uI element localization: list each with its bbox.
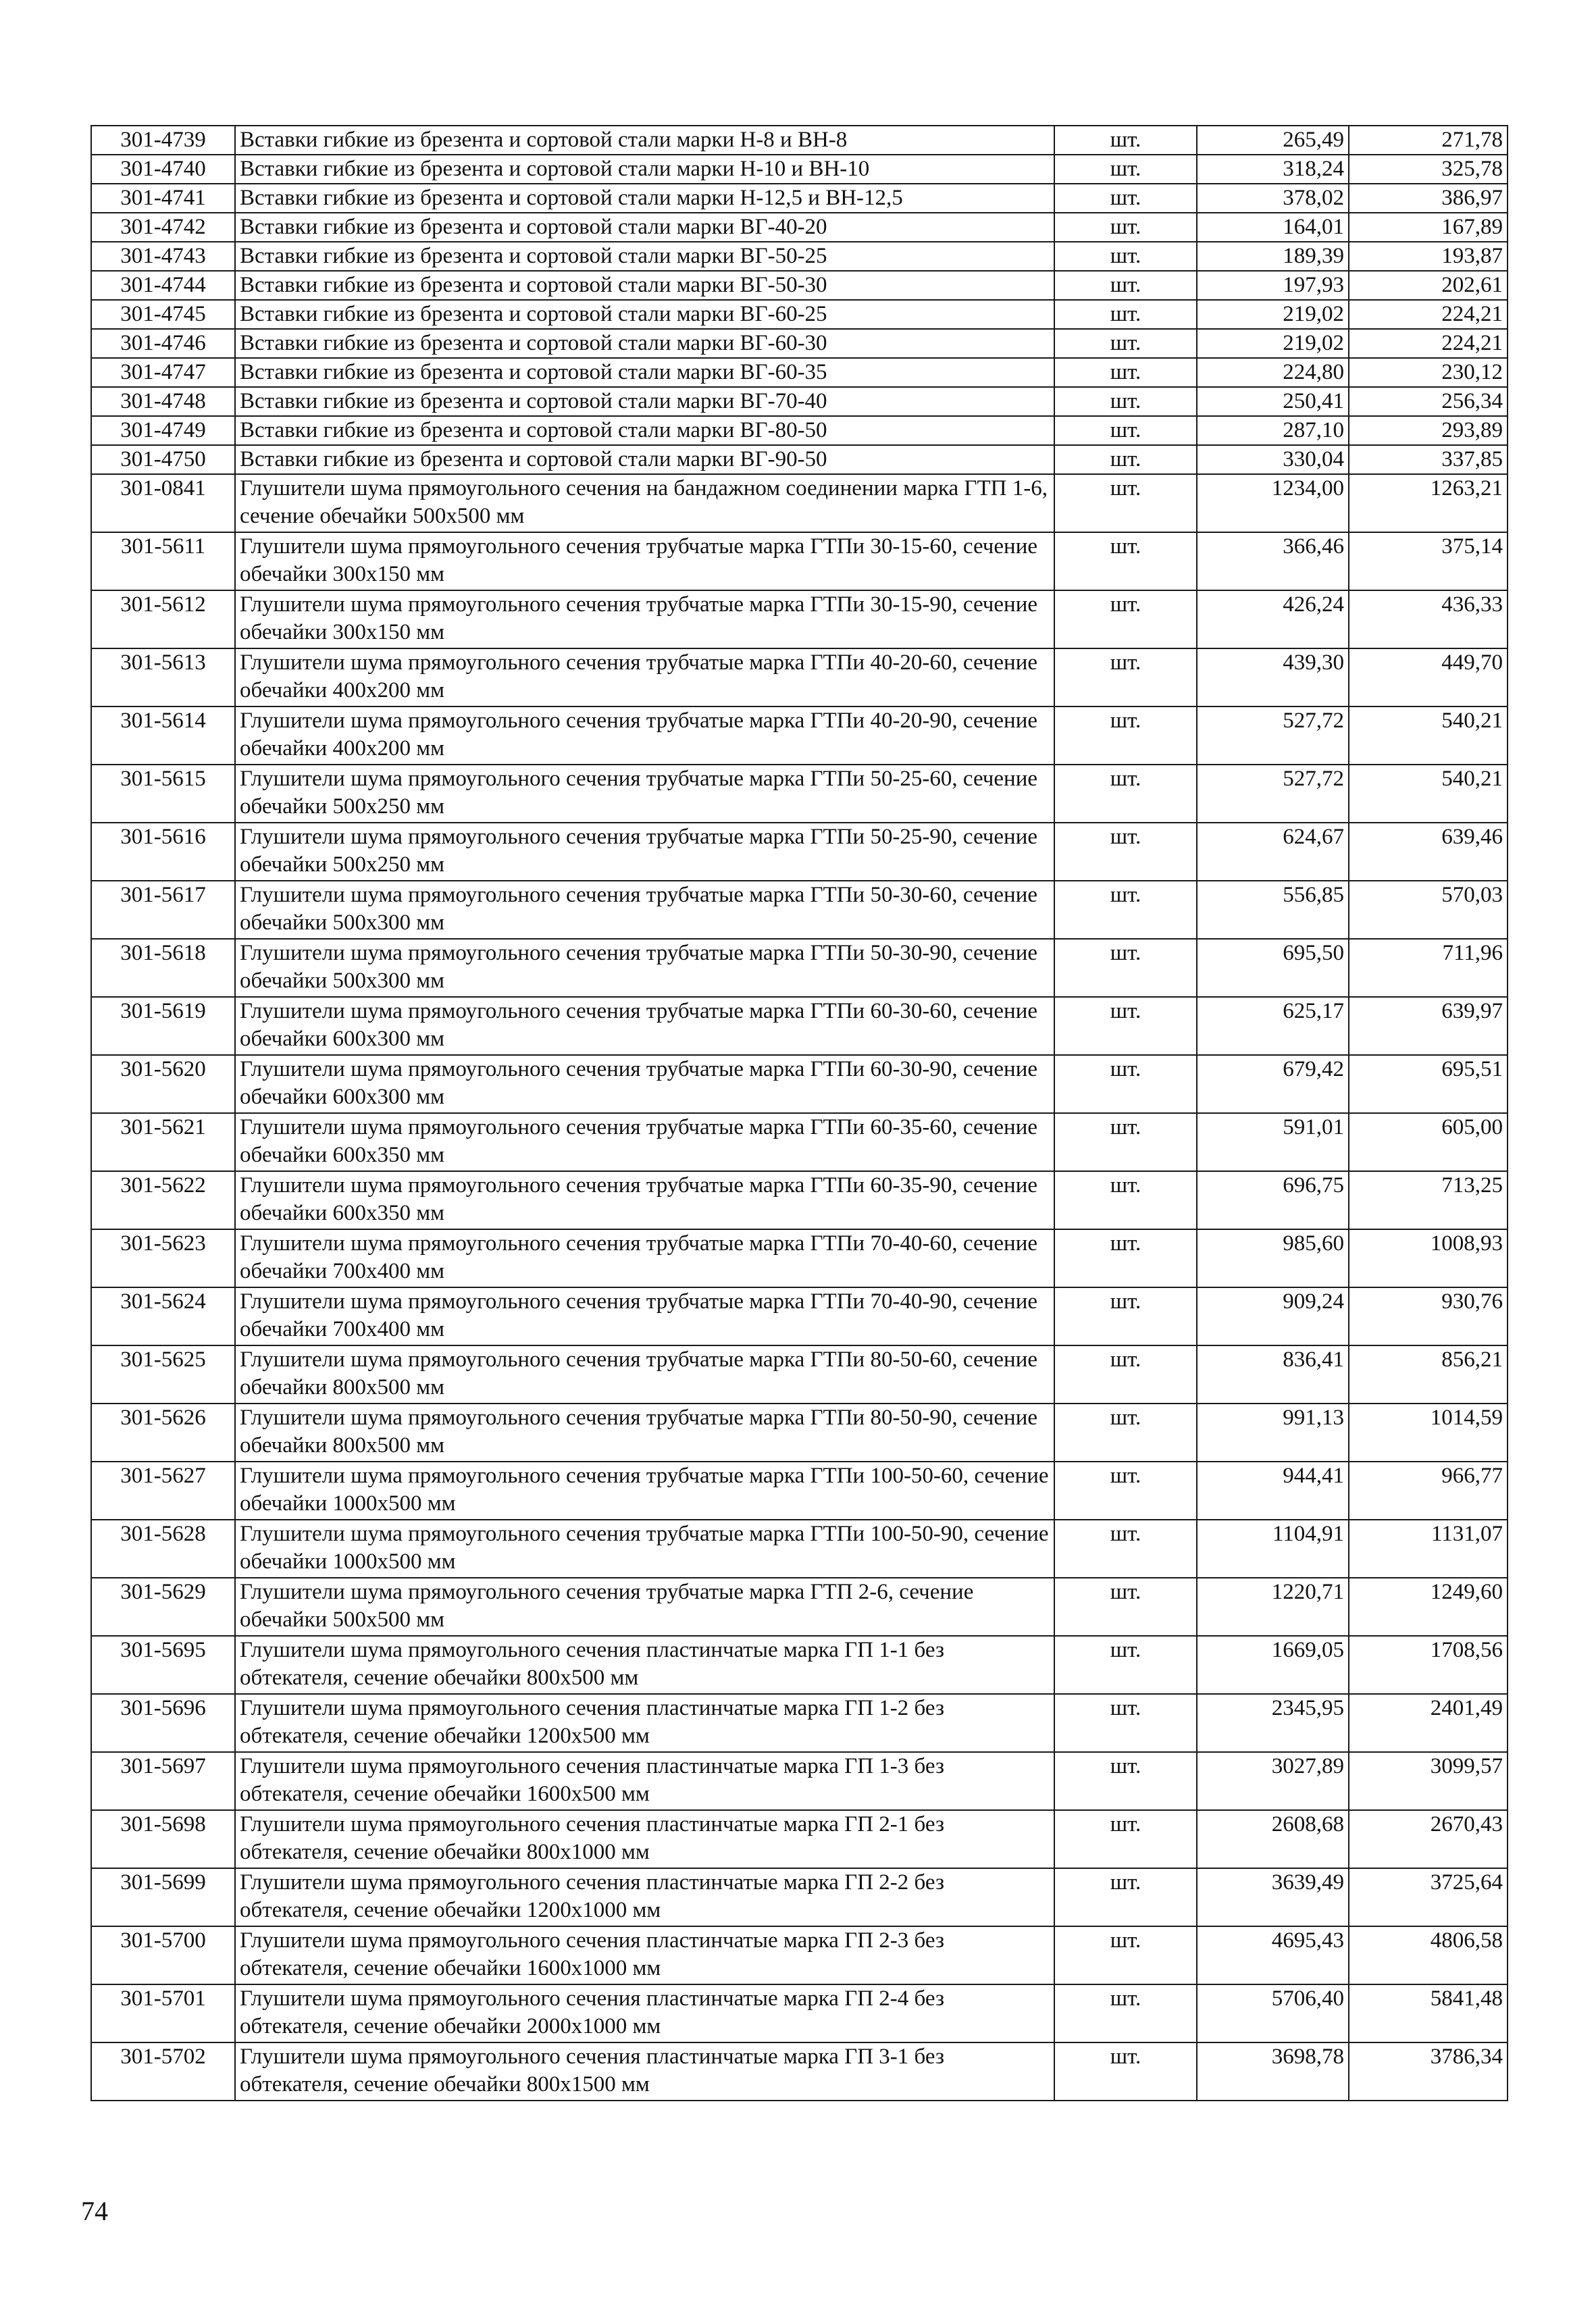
item-code: 301-4740 bbox=[91, 155, 235, 184]
table-row bbox=[91, 1520, 1508, 1578]
item-name: Вставки гибкие из брезента и сортовой стали марки ВГ-70-40 bbox=[235, 387, 1054, 416]
item-name: Глушители шума прямоугольного сечения пластинчатые марка ГП 3-1 без обтекателя, сечение обечайки 800х1500 мм bbox=[235, 2042, 1054, 2101]
item-price-1: 265,49 bbox=[1197, 126, 1349, 155]
item-price-2: 695,51 bbox=[1349, 1055, 1508, 1113]
item-price-1: 197,93 bbox=[1197, 271, 1349, 300]
item-unit: шт. bbox=[1054, 1520, 1197, 1578]
item-price-1: 219,02 bbox=[1197, 300, 1349, 329]
table-row bbox=[91, 445, 1508, 474]
item-unit: шт. bbox=[1054, 1868, 1197, 1926]
item-unit: шт. bbox=[1054, 416, 1197, 445]
item-unit: шт. bbox=[1054, 648, 1197, 706]
item-name: Глушители шума прямоугольного сечения трубчатые марка ГТПи 60-30-60, сечение обечайки 600х300 мм bbox=[235, 997, 1054, 1055]
item-price-1: 3027,89 bbox=[1197, 1752, 1349, 1810]
item-code: 301-5702 bbox=[91, 2042, 235, 2101]
item-unit: шт. bbox=[1054, 213, 1197, 242]
item-name: Вставки гибкие из брезента и сортовой стали марки ВГ-60-30 bbox=[235, 329, 1054, 358]
item-unit: шт. bbox=[1054, 1694, 1197, 1752]
item-name: Глушители шума прямоугольного сечения трубчатые марка ГТПи 40-20-60, сечение обечайки 400х200 мм bbox=[235, 648, 1054, 706]
item-price-1: 1104,91 bbox=[1197, 1520, 1349, 1578]
item-price-2: 202,61 bbox=[1349, 271, 1508, 300]
table-row bbox=[91, 823, 1508, 881]
item-name: Глушители шума прямоугольного сечения пластинчатые марка ГП 2-2 без обтекателя, сечение обечайки 1200х1000 мм bbox=[235, 1868, 1054, 1926]
table-row bbox=[91, 1171, 1508, 1229]
item-unit: шт. bbox=[1054, 1113, 1197, 1171]
item-code: 301-4749 bbox=[91, 416, 235, 445]
item-name: Глушители шума прямоугольного сечения трубчатые марка ГТП 2-6, сечение обечайки 500х500 мм bbox=[235, 1578, 1054, 1636]
item-price-2: 1708,56 bbox=[1349, 1636, 1508, 1694]
table-row bbox=[91, 300, 1508, 329]
table-row bbox=[91, 271, 1508, 300]
item-code: 301-5697 bbox=[91, 1752, 235, 1810]
table-row bbox=[91, 1868, 1508, 1926]
item-name: Вставки гибкие из брезента и сортовой стали марки ВГ-50-30 bbox=[235, 271, 1054, 300]
item-price-2: 4806,58 bbox=[1349, 1926, 1508, 1984]
item-price-1: 527,72 bbox=[1197, 765, 1349, 823]
table-row bbox=[91, 1229, 1508, 1287]
item-price-1: 366,46 bbox=[1197, 532, 1349, 590]
item-name: Вставки гибкие из брезента и сортовой стали марки Н-10 и ВН-10 bbox=[235, 155, 1054, 184]
table-row bbox=[91, 706, 1508, 765]
table-row bbox=[91, 1984, 1508, 2042]
item-name: Глушители шума прямоугольного сечения трубчатые марка ГТПи 50-25-90, сечение обечайки 500х250 мм bbox=[235, 823, 1054, 881]
table-row bbox=[91, 939, 1508, 997]
item-unit: шт. bbox=[1054, 2042, 1197, 2101]
item-price-2: 271,78 bbox=[1349, 126, 1508, 155]
item-name: Глушители шума прямоугольного сечения трубчатые марка ГТПи 80-50-90, сечение обечайки 800х500 мм bbox=[235, 1404, 1054, 1462]
item-name: Глушители шума прямоугольного сечения трубчатые марка ГТПи 60-35-90, сечение обечайки 600х350 мм bbox=[235, 1171, 1054, 1229]
item-price-2: 3099,57 bbox=[1349, 1752, 1508, 1810]
table-row bbox=[91, 329, 1508, 358]
item-unit: шт. bbox=[1054, 1984, 1197, 2042]
item-code: 301-5613 bbox=[91, 648, 235, 706]
item-name: Глушители шума прямоугольного сечения пластинчатые марка ГП 2-4 без обтекателя, сечение обечайки 2000х1000 мм bbox=[235, 1984, 1054, 2042]
item-price-2: 930,76 bbox=[1349, 1287, 1508, 1345]
item-price-1: 250,41 bbox=[1197, 387, 1349, 416]
table-row bbox=[91, 1752, 1508, 1810]
item-price-2: 639,46 bbox=[1349, 823, 1508, 881]
item-price-1: 189,39 bbox=[1197, 242, 1349, 271]
item-name: Глушители шума прямоугольного сечения трубчатые марка ГТПи 70-40-90, сечение обечайки 700х400 мм bbox=[235, 1287, 1054, 1345]
item-code: 301-5620 bbox=[91, 1055, 235, 1113]
table-row bbox=[91, 648, 1508, 706]
item-price-1: 556,85 bbox=[1197, 881, 1349, 939]
item-name: Глушители шума прямоугольного сечения трубчатые марка ГТПи 30-15-90, сечение обечайки 300х150 мм bbox=[235, 590, 1054, 648]
item-price-2: 1008,93 bbox=[1349, 1229, 1508, 1287]
item-name: Глушители шума прямоугольного сечения трубчатые марка ГТПи 50-30-90, сечение обечайки 500х300 мм bbox=[235, 939, 1054, 997]
item-name: Глушители шума прямоугольного сечения пластинчатые марка ГП 1-2 без обтекателя, сечение обечайки 1200х500 мм bbox=[235, 1694, 1054, 1752]
table-row bbox=[91, 997, 1508, 1055]
item-name: Вставки гибкие из брезента и сортовой стали марки ВГ-60-35 bbox=[235, 358, 1054, 387]
item-price-1: 591,01 bbox=[1197, 1113, 1349, 1171]
item-unit: шт. bbox=[1054, 1926, 1197, 1984]
item-price-2: 1249,60 bbox=[1349, 1578, 1508, 1636]
item-unit: шт. bbox=[1054, 242, 1197, 271]
item-code: 301-5615 bbox=[91, 765, 235, 823]
item-price-1: 4695,43 bbox=[1197, 1926, 1349, 1984]
item-price-1: 378,02 bbox=[1197, 184, 1349, 213]
item-price-1: 1220,71 bbox=[1197, 1578, 1349, 1636]
item-code: 301-4745 bbox=[91, 300, 235, 329]
item-name: Глушители шума прямоугольного сечения пластинчатые марка ГП 1-3 без обтекателя, сечение обечайки 1600х500 мм bbox=[235, 1752, 1054, 1810]
item-unit: шт. bbox=[1054, 532, 1197, 590]
price-rows bbox=[91, 126, 1508, 2101]
item-price-2: 193,87 bbox=[1349, 242, 1508, 271]
item-code: 301-5611 bbox=[91, 532, 235, 590]
item-unit: шт. bbox=[1054, 358, 1197, 387]
item-code: 301-5617 bbox=[91, 881, 235, 939]
table-row bbox=[91, 1345, 1508, 1404]
item-code: 301-5619 bbox=[91, 997, 235, 1055]
item-price-1: 679,42 bbox=[1197, 1055, 1349, 1113]
table-row bbox=[91, 184, 1508, 213]
table-row bbox=[91, 1636, 1508, 1694]
item-unit: шт. bbox=[1054, 1404, 1197, 1462]
item-code: 301-4739 bbox=[91, 126, 235, 155]
item-unit: шт. bbox=[1054, 1229, 1197, 1287]
item-price-2: 639,97 bbox=[1349, 997, 1508, 1055]
item-code: 301-5700 bbox=[91, 1926, 235, 1984]
table-row bbox=[91, 1404, 1508, 1462]
table-row bbox=[91, 155, 1508, 184]
item-unit: шт. bbox=[1054, 155, 1197, 184]
item-price-2: 540,21 bbox=[1349, 706, 1508, 765]
item-price-1: 696,75 bbox=[1197, 1171, 1349, 1229]
item-code: 301-5628 bbox=[91, 1520, 235, 1578]
item-price-1: 3639,49 bbox=[1197, 1868, 1349, 1926]
item-unit: шт. bbox=[1054, 881, 1197, 939]
item-price-1: 944,41 bbox=[1197, 1462, 1349, 1520]
item-name: Глушители шума прямоугольного сечения трубчатые марка ГТПи 60-35-60, сечение обечайки 600х350 мм bbox=[235, 1113, 1054, 1171]
item-code: 301-5614 bbox=[91, 706, 235, 765]
item-unit: шт. bbox=[1054, 445, 1197, 474]
item-code: 301-5616 bbox=[91, 823, 235, 881]
item-price-1: 991,13 bbox=[1197, 1404, 1349, 1462]
item-code: 301-5627 bbox=[91, 1462, 235, 1520]
item-price-1: 909,24 bbox=[1197, 1287, 1349, 1345]
item-unit: шт. bbox=[1054, 1462, 1197, 1520]
item-code: 301-5612 bbox=[91, 590, 235, 648]
table-row bbox=[91, 416, 1508, 445]
table-row bbox=[91, 1462, 1508, 1520]
table-row bbox=[91, 213, 1508, 242]
item-code: 301-4747 bbox=[91, 358, 235, 387]
item-code: 301-5624 bbox=[91, 1287, 235, 1345]
item-price-1: 2345,95 bbox=[1197, 1694, 1349, 1752]
item-unit: шт. bbox=[1054, 329, 1197, 358]
item-unit: шт. bbox=[1054, 765, 1197, 823]
item-unit: шт. bbox=[1054, 1055, 1197, 1113]
item-name: Глушители шума прямоугольного сечения трубчатые марка ГТПи 100-50-60, сечение обечайки 1000х500 мм bbox=[235, 1462, 1054, 1520]
item-unit: шт. bbox=[1054, 1578, 1197, 1636]
item-code: 301-5622 bbox=[91, 1171, 235, 1229]
item-name: Глушители шума прямоугольного сечения трубчатые марка ГТПи 40-20-90, сечение обечайки 400х200 мм bbox=[235, 706, 1054, 765]
table-row bbox=[91, 590, 1508, 648]
item-code: 301-5625 bbox=[91, 1345, 235, 1404]
item-price-1: 287,10 bbox=[1197, 416, 1349, 445]
item-price-2: 337,85 bbox=[1349, 445, 1508, 474]
item-code: 301-0841 bbox=[91, 474, 235, 532]
item-price-1: 985,60 bbox=[1197, 1229, 1349, 1287]
item-price-2: 1014,59 bbox=[1349, 1404, 1508, 1462]
item-name: Глушители шума прямоугольного сечения пластинчатые марка ГП 2-3 без обтекателя, сечение обечайки 1600х1000 мм bbox=[235, 1926, 1054, 1984]
item-code: 301-4742 bbox=[91, 213, 235, 242]
item-price-2: 230,12 bbox=[1349, 358, 1508, 387]
item-name: Вставки гибкие из брезента и сортовой стали марки ВГ-60-25 bbox=[235, 300, 1054, 329]
item-price-2: 224,21 bbox=[1349, 329, 1508, 358]
item-price-2: 570,03 bbox=[1349, 881, 1508, 939]
item-unit: шт. bbox=[1054, 126, 1197, 155]
item-price-2: 325,78 bbox=[1349, 155, 1508, 184]
item-code: 301-5623 bbox=[91, 1229, 235, 1287]
item-price-2: 293,89 bbox=[1349, 416, 1508, 445]
item-price-2: 375,14 bbox=[1349, 532, 1508, 590]
item-price-1: 2608,68 bbox=[1197, 1810, 1349, 1868]
item-name: Вставки гибкие из брезента и сортовой стали марки ВГ-90-50 bbox=[235, 445, 1054, 474]
table-row bbox=[91, 1113, 1508, 1171]
table-row bbox=[91, 1287, 1508, 1345]
table-row bbox=[91, 532, 1508, 590]
item-unit: шт. bbox=[1054, 823, 1197, 881]
item-price-2: 2670,43 bbox=[1349, 1810, 1508, 1868]
item-unit: шт. bbox=[1054, 997, 1197, 1055]
item-unit: шт. bbox=[1054, 1171, 1197, 1229]
item-name: Глушители шума прямоугольного сечения пластинчатые марка ГП 1-1 без обтекателя, сечение обечайки 800х500 мм bbox=[235, 1636, 1054, 1694]
item-price-1: 836,41 bbox=[1197, 1345, 1349, 1404]
item-name: Глушители шума прямоугольного сечения трубчатые марка ГТПи 50-25-60, сечение обечайки 500х250 мм bbox=[235, 765, 1054, 823]
item-name: Глушители шума прямоугольного сечения трубчатые марка ГТПи 70-40-60, сечение обечайки 700х400 мм bbox=[235, 1229, 1054, 1287]
item-name: Глушители шума прямоугольного сечения трубчатые марка ГТПи 30-15-60, сечение обечайки 300х150 мм bbox=[235, 532, 1054, 590]
item-name: Глушители шума прямоугольного сечения трубчатые марка ГТПи 100-50-90, сечение обечайки 1000х500 мм bbox=[235, 1520, 1054, 1578]
item-price-1: 624,67 bbox=[1197, 823, 1349, 881]
item-price-1: 695,50 bbox=[1197, 939, 1349, 997]
table-row bbox=[91, 126, 1508, 155]
item-code: 301-5696 bbox=[91, 1694, 235, 1752]
item-price-2: 256,34 bbox=[1349, 387, 1508, 416]
item-price-2: 436,33 bbox=[1349, 590, 1508, 648]
item-unit: шт. bbox=[1054, 387, 1197, 416]
item-price-2: 3786,34 bbox=[1349, 2042, 1508, 2101]
item-price-1: 3698,78 bbox=[1197, 2042, 1349, 2101]
item-code: 301-4746 bbox=[91, 329, 235, 358]
table-row bbox=[91, 1810, 1508, 1868]
item-price-1: 5706,40 bbox=[1197, 1984, 1349, 2042]
item-unit: шт. bbox=[1054, 1345, 1197, 1404]
item-price-1: 318,24 bbox=[1197, 155, 1349, 184]
table-row bbox=[91, 242, 1508, 271]
table-row bbox=[91, 881, 1508, 939]
item-code: 301-4743 bbox=[91, 242, 235, 271]
item-price-2: 1263,21 bbox=[1349, 474, 1508, 532]
item-name: Глушители шума прямоугольного сечения на бандажном соединении марка ГТП 1-6, сечение обечайки 500х500 мм bbox=[235, 474, 1054, 532]
item-unit: шт. bbox=[1054, 939, 1197, 997]
item-code: 301-4750 bbox=[91, 445, 235, 474]
item-unit: шт. bbox=[1054, 590, 1197, 648]
item-unit: шт. bbox=[1054, 1287, 1197, 1345]
item-price-2: 711,96 bbox=[1349, 939, 1508, 997]
item-price-2: 2401,49 bbox=[1349, 1694, 1508, 1752]
item-name: Глушители шума прямоугольного сечения трубчатые марка ГТПи 50-30-60, сечение обечайки 500х300 мм bbox=[235, 881, 1054, 939]
item-price-2: 966,77 bbox=[1349, 1462, 1508, 1520]
item-price-2: 386,97 bbox=[1349, 184, 1508, 213]
item-price-1: 625,17 bbox=[1197, 997, 1349, 1055]
item-name: Вставки гибкие из брезента и сортовой стали марки Н-8 и ВН-8 bbox=[235, 126, 1054, 155]
item-code: 301-5629 bbox=[91, 1578, 235, 1636]
table-row bbox=[91, 2042, 1508, 2101]
item-price-1: 219,02 bbox=[1197, 329, 1349, 358]
item-code: 301-5701 bbox=[91, 1984, 235, 2042]
item-unit: шт. bbox=[1054, 474, 1197, 532]
item-price-2: 449,70 bbox=[1349, 648, 1508, 706]
item-unit: шт. bbox=[1054, 1636, 1197, 1694]
item-code: 301-4741 bbox=[91, 184, 235, 213]
item-name: Вставки гибкие из брезента и сортовой стали марки ВГ-50-25 bbox=[235, 242, 1054, 271]
table-row bbox=[91, 474, 1508, 532]
item-price-1: 527,72 bbox=[1197, 706, 1349, 765]
item-price-1: 439,30 bbox=[1197, 648, 1349, 706]
page-number: 74 bbox=[81, 2196, 108, 2226]
item-price-1: 164,01 bbox=[1197, 213, 1349, 242]
item-price-2: 540,21 bbox=[1349, 765, 1508, 823]
item-name: Глушители шума прямоугольного сечения трубчатые марка ГТПи 60-30-90, сечение обечайки 600х300 мм bbox=[235, 1055, 1054, 1113]
item-code: 301-4744 bbox=[91, 271, 235, 300]
item-unit: шт. bbox=[1054, 1752, 1197, 1810]
item-price-2: 224,21 bbox=[1349, 300, 1508, 329]
item-unit: шт. bbox=[1054, 300, 1197, 329]
item-price-2: 713,25 bbox=[1349, 1171, 1508, 1229]
table-row bbox=[91, 358, 1508, 387]
price-table bbox=[91, 125, 1508, 2101]
item-price-1: 426,24 bbox=[1197, 590, 1349, 648]
item-price-2: 605,00 bbox=[1349, 1113, 1508, 1171]
item-code: 301-5621 bbox=[91, 1113, 235, 1171]
table-row bbox=[91, 1926, 1508, 1984]
item-name: Вставки гибкие из брезента и сортовой стали марки ВГ-80-50 bbox=[235, 416, 1054, 445]
item-name: Вставки гибкие из брезента и сортовой стали марки Н-12,5 и ВН-12,5 bbox=[235, 184, 1054, 213]
item-price-2: 167,89 bbox=[1349, 213, 1508, 242]
item-unit: шт. bbox=[1054, 184, 1197, 213]
item-code: 301-5618 bbox=[91, 939, 235, 997]
item-price-1: 224,80 bbox=[1197, 358, 1349, 387]
item-price-2: 1131,07 bbox=[1349, 1520, 1508, 1578]
item-price-2: 856,21 bbox=[1349, 1345, 1508, 1404]
table-row bbox=[91, 1694, 1508, 1752]
item-unit: шт. bbox=[1054, 706, 1197, 765]
item-name: Вставки гибкие из брезента и сортовой стали марки ВГ-40-20 bbox=[235, 213, 1054, 242]
table-row bbox=[91, 387, 1508, 416]
item-unit: шт. bbox=[1054, 1810, 1197, 1868]
item-name: Глушители шума прямоугольного сечения пластинчатые марка ГП 2-1 без обтекателя, сечение обечайки 800х1000 мм bbox=[235, 1810, 1054, 1868]
item-unit: шт. bbox=[1054, 271, 1197, 300]
item-price-1: 330,04 bbox=[1197, 445, 1349, 474]
item-code: 301-5695 bbox=[91, 1636, 235, 1694]
item-code: 301-5626 bbox=[91, 1404, 235, 1462]
item-code: 301-5698 bbox=[91, 1810, 235, 1868]
item-name: Глушители шума прямоугольного сечения трубчатые марка ГТПи 80-50-60, сечение обечайки 800х500 мм bbox=[235, 1345, 1054, 1404]
table-row bbox=[91, 1578, 1508, 1636]
item-price-2: 3725,64 bbox=[1349, 1868, 1508, 1926]
table-row bbox=[91, 765, 1508, 823]
item-code: 301-5699 bbox=[91, 1868, 235, 1926]
item-price-2: 5841,48 bbox=[1349, 1984, 1508, 2042]
item-price-1: 1669,05 bbox=[1197, 1636, 1349, 1694]
item-code: 301-4748 bbox=[91, 387, 235, 416]
table-row bbox=[91, 1055, 1508, 1113]
item-price-1: 1234,00 bbox=[1197, 474, 1349, 532]
